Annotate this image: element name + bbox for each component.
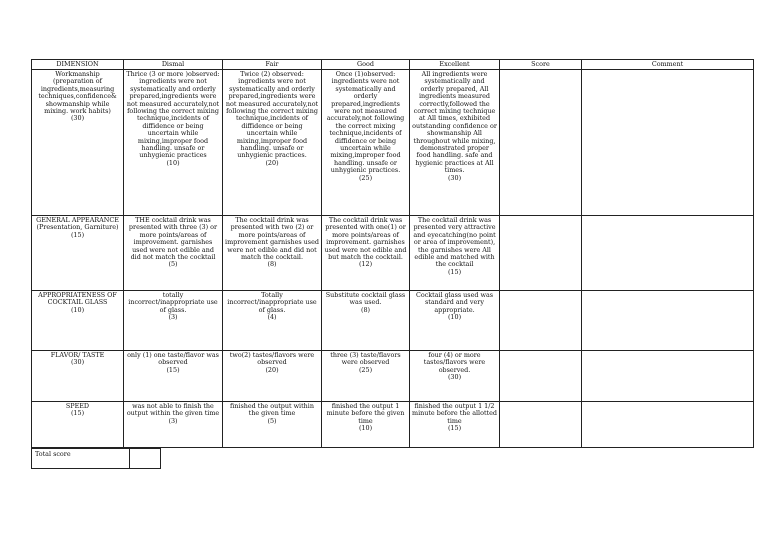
- criterion-points: (5): [267, 416, 277, 425]
- comment-cell[interactable]: [582, 402, 754, 448]
- total-score-label: Total score: [32, 449, 130, 469]
- criterion-cell: [322, 70, 410, 216]
- criterion-cell: [124, 216, 223, 291]
- score-cell[interactable]: [500, 70, 582, 216]
- criterion-points: (15): [166, 365, 180, 374]
- dimension-cell: [32, 351, 124, 402]
- dimension-cell: [32, 70, 124, 216]
- criterion-points: (10): [447, 313, 462, 322]
- header-row: [32, 60, 754, 70]
- comment-cell[interactable]: [582, 70, 754, 216]
- header-comment: Comment: [582, 60, 754, 70]
- table-row: [32, 402, 754, 448]
- criterion-points: (10): [358, 424, 373, 433]
- criterion-cell: [124, 70, 223, 216]
- criterion-points: (8): [360, 305, 371, 314]
- criterion-text: two(2) tastes/flavors were observed: [229, 351, 315, 367]
- criterion-cell: [410, 291, 500, 351]
- comment-cell[interactable]: [582, 216, 754, 291]
- table-row: [32, 351, 754, 402]
- criterion-cell: [223, 402, 322, 448]
- table-row: [32, 291, 754, 351]
- criterion-cell: [322, 402, 410, 448]
- dimension-points: (15): [70, 230, 85, 239]
- dimension-points: (30): [70, 114, 85, 123]
- criterion-points: (20): [265, 158, 279, 167]
- criterion-cell: [223, 351, 322, 402]
- header-good: Good: [322, 60, 410, 70]
- criterion-points: (25): [358, 173, 373, 182]
- criterion-cell: [410, 216, 500, 291]
- score-cell[interactable]: [500, 402, 582, 448]
- criterion-cell: [322, 291, 410, 351]
- criterion-text: All ingredients were systematically and orderly prepared, All ingredients measured correctly,followed the correct mixing technique at All times, exhibited outstanding confidence or showmanship All throughout while mixing, demonstrated proper food handling. safe and hygienic practices at All times.: [412, 70, 497, 175]
- score-cell[interactable]: [500, 216, 582, 291]
- criterion-points: (3): [168, 313, 178, 322]
- criterion-text: Twice (2) observed: ingredients were not systematically and orderly prepared,ingredients were not measured accurately,not following the correct mixing technique,incidents of diffidence or being uncertain while mixing,improper food handling. unsafe or unhygienic practices.: [225, 70, 319, 160]
- criterion-text: The cocktail drink was presented with one(1) or more points/areas of improvement. garnishes used were not edible and but match the cocktail.: [324, 216, 407, 262]
- dimension-cell: [32, 402, 124, 448]
- criterion-points: (5): [168, 260, 178, 269]
- criterion-cell: [322, 351, 410, 402]
- criterion-text: THE cocktail drink was presented with three (3) or more points/areas of improvement. garnishes used were not edible and did not match the cocktail: [128, 216, 218, 262]
- header-excellent: Excellent: [410, 60, 500, 70]
- dimension-name: GENERAL APPEARANCE (Presentation, Garniture): [36, 216, 119, 232]
- criterion-text: Once (1)observed: ingredients were not systematically and orderly prepared,ingredients were not measured accurately,not following the correct mixing technique,incidents of diffidence or being uncertain while mixing,improper food handling. unsafe or unhygienic practices.: [326, 70, 405, 175]
- dimension-name: SPEED: [65, 402, 90, 410]
- criterion-cell: [124, 402, 223, 448]
- criterion-cell: [410, 70, 500, 216]
- total-score-value-cell[interactable]: [130, 449, 161, 469]
- score-cell[interactable]: [500, 291, 582, 351]
- criterion-text: Cocktail glass used was standard and very appropriate.: [415, 291, 494, 314]
- header-dismal: Dismal: [124, 60, 223, 70]
- criterion-points: (15): [447, 267, 462, 276]
- criterion-text: Totally incorrect/inappropriate use of glass.: [227, 291, 317, 314]
- dimension-cell: [32, 291, 124, 351]
- criterion-cell: [322, 216, 410, 291]
- criterion-points: (30): [447, 373, 462, 382]
- dimension-name: FLAVOR/ TASTE: [50, 351, 105, 359]
- rubric-table: [31, 59, 754, 448]
- dimension-cell: [32, 216, 124, 291]
- criterion-cell: [410, 351, 500, 402]
- criterion-text: finished the output 1 1/2 minute before the allotted time: [412, 402, 497, 425]
- criterion-text: Thrice (3 or more )observed: ingredients were not systematically and orderly prepared,ingredients were not measured accurately,not following the correct mixing technique,incidents of diffidence or being uncertain while mixing,improper food handling. unsafe or unhygienic practices: [126, 70, 220, 160]
- header-fair: Fair: [223, 60, 322, 70]
- criterion-cell: [410, 402, 500, 448]
- dimension-name: APPROPRIATENESS OF COCKTAIL GLASS: [38, 291, 117, 307]
- criterion-text: totally incorrect/inappropriate use of glass.: [128, 291, 218, 314]
- criterion-points: (8): [267, 260, 277, 269]
- criterion-text: finished the output within the given time: [230, 402, 314, 418]
- criterion-text: only (1) one taste/flavor was observed: [127, 351, 219, 367]
- criterion-cell: [223, 291, 322, 351]
- table-row: [32, 70, 754, 216]
- dimension-name: Workmanship (preparation of ingredients,measuring techniques,confidence& showmanship while mixing. work habits): [38, 70, 117, 116]
- criterion-text: was not able to finish the output within the given time: [126, 402, 220, 418]
- total-score-row: [32, 449, 161, 469]
- criterion-cell: [223, 216, 322, 291]
- criterion-points: (20): [265, 365, 279, 374]
- total-score-table: [31, 448, 161, 469]
- header-dimension: DIMENSION: [32, 60, 124, 70]
- criterion-text: four (4) or more tastes/flavors were observed.: [423, 351, 486, 374]
- criterion-points: (10): [166, 158, 180, 167]
- header-score: Score: [500, 60, 582, 70]
- dimension-points: (15): [70, 409, 85, 418]
- criterion-cell: [223, 70, 322, 216]
- score-cell[interactable]: [500, 351, 582, 402]
- criterion-points: (12): [358, 260, 373, 269]
- criterion-text: three (3) taste/flavors were observed: [330, 351, 401, 367]
- criterion-cell: [124, 291, 223, 351]
- criterion-cell: [124, 351, 223, 402]
- criterion-points: (15): [447, 424, 462, 433]
- criterion-text: Substitute cocktail glass was used.: [325, 291, 406, 307]
- criterion-text: The cocktail drink was presented with two (2) or more points/areas of improvement garnishes used were not edible and did not match the cocktail.: [225, 216, 319, 262]
- comment-cell[interactable]: [582, 351, 754, 402]
- criterion-points: (25): [358, 365, 373, 374]
- dimension-points: (30): [70, 358, 85, 367]
- comment-cell[interactable]: [582, 291, 754, 351]
- criterion-points: (4): [267, 313, 277, 322]
- criterion-text: finished the output 1 minute before the given time: [326, 402, 405, 425]
- criterion-text: The cocktail drink was presented very attractive and eyecatching(no point or area of improvement), the garnishes were All edible and matched with the cocktail: [413, 216, 496, 269]
- table-row: [32, 216, 754, 291]
- criterion-points: (30): [447, 173, 462, 182]
- dimension-points: (10): [70, 305, 85, 314]
- criterion-points: (3): [168, 416, 178, 425]
